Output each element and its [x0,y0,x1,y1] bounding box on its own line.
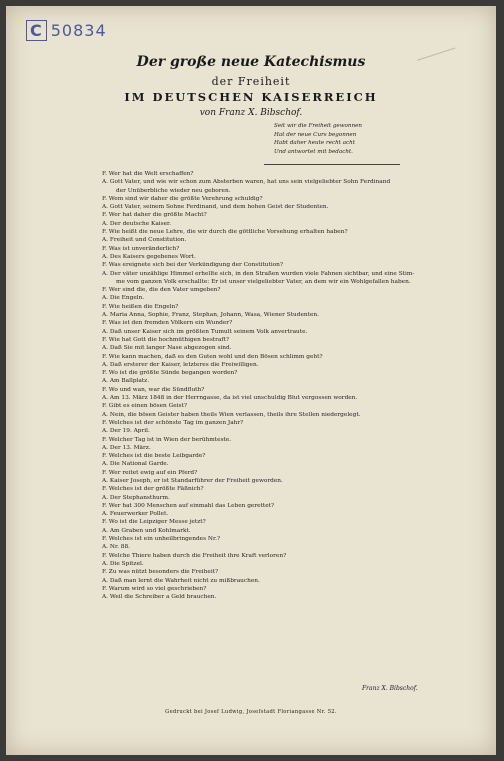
catechism-line: me vom ganzen Volk erschallte: Er ist unser vielgeliebter Vater, an dem wir ein Wohlgefallen haben. [116,278,411,285]
catechism-line: F. Wie hat Gott die hochmüthigen bestraft? [102,336,229,343]
catechism-line: A. Freiheit und Constitution. [102,237,187,244]
catechism-line: A. Der 19. April. [102,428,150,435]
catechism-line: A. Am Graben und Kohlmarkt. [102,527,191,534]
catechism-line: A. Daß Sie mit langer Nase abgezogen sind. [102,345,232,352]
catechism-line: F. Was ereignete sich bei der Verkündigung der Constitution? [102,262,284,269]
catechism-line: F. Was ist den fremden Völkern ein Wunder? [102,320,233,327]
title-line-1: Der große neue Katechismus [136,54,366,70]
catechism-line: A. Der 13. März. [102,444,151,451]
author-line: von Franz X. Bibschof. [199,108,303,118]
catechism-line: F. Gibt es einen bösen Geist? [102,403,187,410]
catechism-line: F. Wer sind die, die den Vater umgeben? [102,287,221,294]
catechism-line: A. Maria Anna, Sophie, Franz, Stephan, Johann, Wasa, Wiener Studenten. [102,312,319,319]
catechism-line: A. Daß man lernt die Wahrheit nicht zu mißbrauchen. [102,577,260,584]
catechism-line: A. Weil die Schreiber a Geld brauchen. [102,594,217,601]
catechism-line: F. Was ist unveränderlich? [102,245,180,252]
catechism-line: F. Wo und wan, war die Sündfluth? [102,386,205,393]
catechism-line: A. Des Kaisers gegebenes Wort. [102,253,196,260]
catechism-line: A. Der deutsche Kaiser. [102,220,172,227]
catechism-line: A. Die National Garde. [102,461,169,468]
catechism-line: F. Wo ist die Leipziger Messe jetzt? [102,519,206,526]
catechism-line: A. Am Ballplatz. [102,378,150,385]
catechism-line: A. Daß ersterer der Kaiser, letzteres die Freiwilligen. [102,361,259,368]
catechism-line: F. Wer hat die Welt erschaffen? [102,171,194,177]
catechism-line: A. Der Stephansthurm. [102,494,170,501]
catechism-line: A. Am 13. März 1848 in der Herrngasse, da ist viel unschuldig Blut vergossen worden. [102,395,358,402]
signature: Franz X. Bibschof. [362,685,418,692]
catechism-line: F. Welche Thiere haben durch die Freiheit ihre Kraft verloren? [102,552,287,559]
catechism-line: A. Die Spitzel. [102,560,144,567]
catechism-line: F. Zu was nützt besonders die Freiheit? [102,569,219,576]
catechism-line: A. Nein, die bösen Geister haben theils Wien verlassen, theils ihre Stellen niedergelegt. [102,411,361,418]
catechism-line: F. Welches ist der schönste Tag im ganzen Jahr? [102,419,244,426]
catechism-line: A. Der väter unzählige Himmel erhellte sich, in den Straßen wurden viele Fahnen sichtbar, und eine Stim- [102,270,415,277]
catechism-line: A. Nr. 88. [102,544,130,551]
catechism-line: F. Wie kann machen, daß es den Guten wohl und den Bösen schlimm geht? [102,353,323,360]
catechism-line: F. Wer reitet ewig auf ein Pferd? [102,469,198,476]
catechism-line: F. Welches ist der größte Fäßnich? [102,486,204,493]
catechism-line: F. Wer hat 300 Menschen auf einmahl das Leben gerettet? [102,502,275,509]
motto-line: Habt daher heute recht acht [274,140,356,147]
catechism-line: der Unüberbliche wieder neu geboren. [116,187,231,194]
catechism-line: A. Daß unser Kaiser sich im größten Tumult seinem Volk anvertraute. [102,328,308,335]
printer-imprint: Gedruckt bei Josef Ludwig, Josefstadt Floriangasse Nr. 52. [165,709,337,715]
title-line-3: IM DEUTSCHEN KAISERREICH [124,90,378,104]
motto-verse [274,122,434,156]
catechism-line: F. Wie heißen die Engeln? [102,303,179,310]
archive-stamp [26,20,107,41]
catechism-line: F. Welcher Tag ist in Wien der berühmteste. [102,436,232,443]
catechism-line: F. Wer hat daher die größte Macht? [102,212,207,219]
stamp-letter: C [26,20,47,41]
catechism-line: F. Warum wird so viel geschrieben? [102,585,207,592]
divider-rule [264,164,400,165]
catechism-body [102,170,442,601]
title-line-2: der Freiheit [211,75,291,88]
catechism-line: A. Kaiser Joseph, er ist Standarführer der Freiheit geworden. [102,477,283,484]
catechism-line: A. Feuerwerker Pollet. [102,511,169,518]
catechism-line: F. Wem sind wir daher die größte Verehrung schuldig? [102,195,263,202]
catechism-line: A. Gott Vater, seinem Sohne Ferdinand, und dem hohen Geist der Studenten. [102,204,329,211]
motto-line: Und antwortet mit bedacht. [274,148,353,155]
motto-line: Seit wir die Freiheit gewonnen [274,123,362,129]
document-page [6,6,496,755]
catechism-line: A. Die Engeln. [102,295,145,302]
catechism-line: F. Welches ist ein unheilbringendes Nr.? [102,536,221,543]
stamp-number: 50834 [50,21,107,40]
catechism-line: A. Gott Vater, und wie wir schon zum Absterben waren, hat uns sein vielgeliebter Sohn Ferdinand [102,179,391,186]
motto-line: Hat der neue Curs begonnen [274,131,357,138]
catechism-line: F. Wie heißt die neue Lehre, die wir durch die göttliche Vorsehung erhalten haben? [102,229,348,236]
catechism-line: F. Wo ist die größte Sünde begangen worden? [102,370,238,377]
catechism-line: F. Welches ist die beste Leibgarde? [102,453,206,460]
